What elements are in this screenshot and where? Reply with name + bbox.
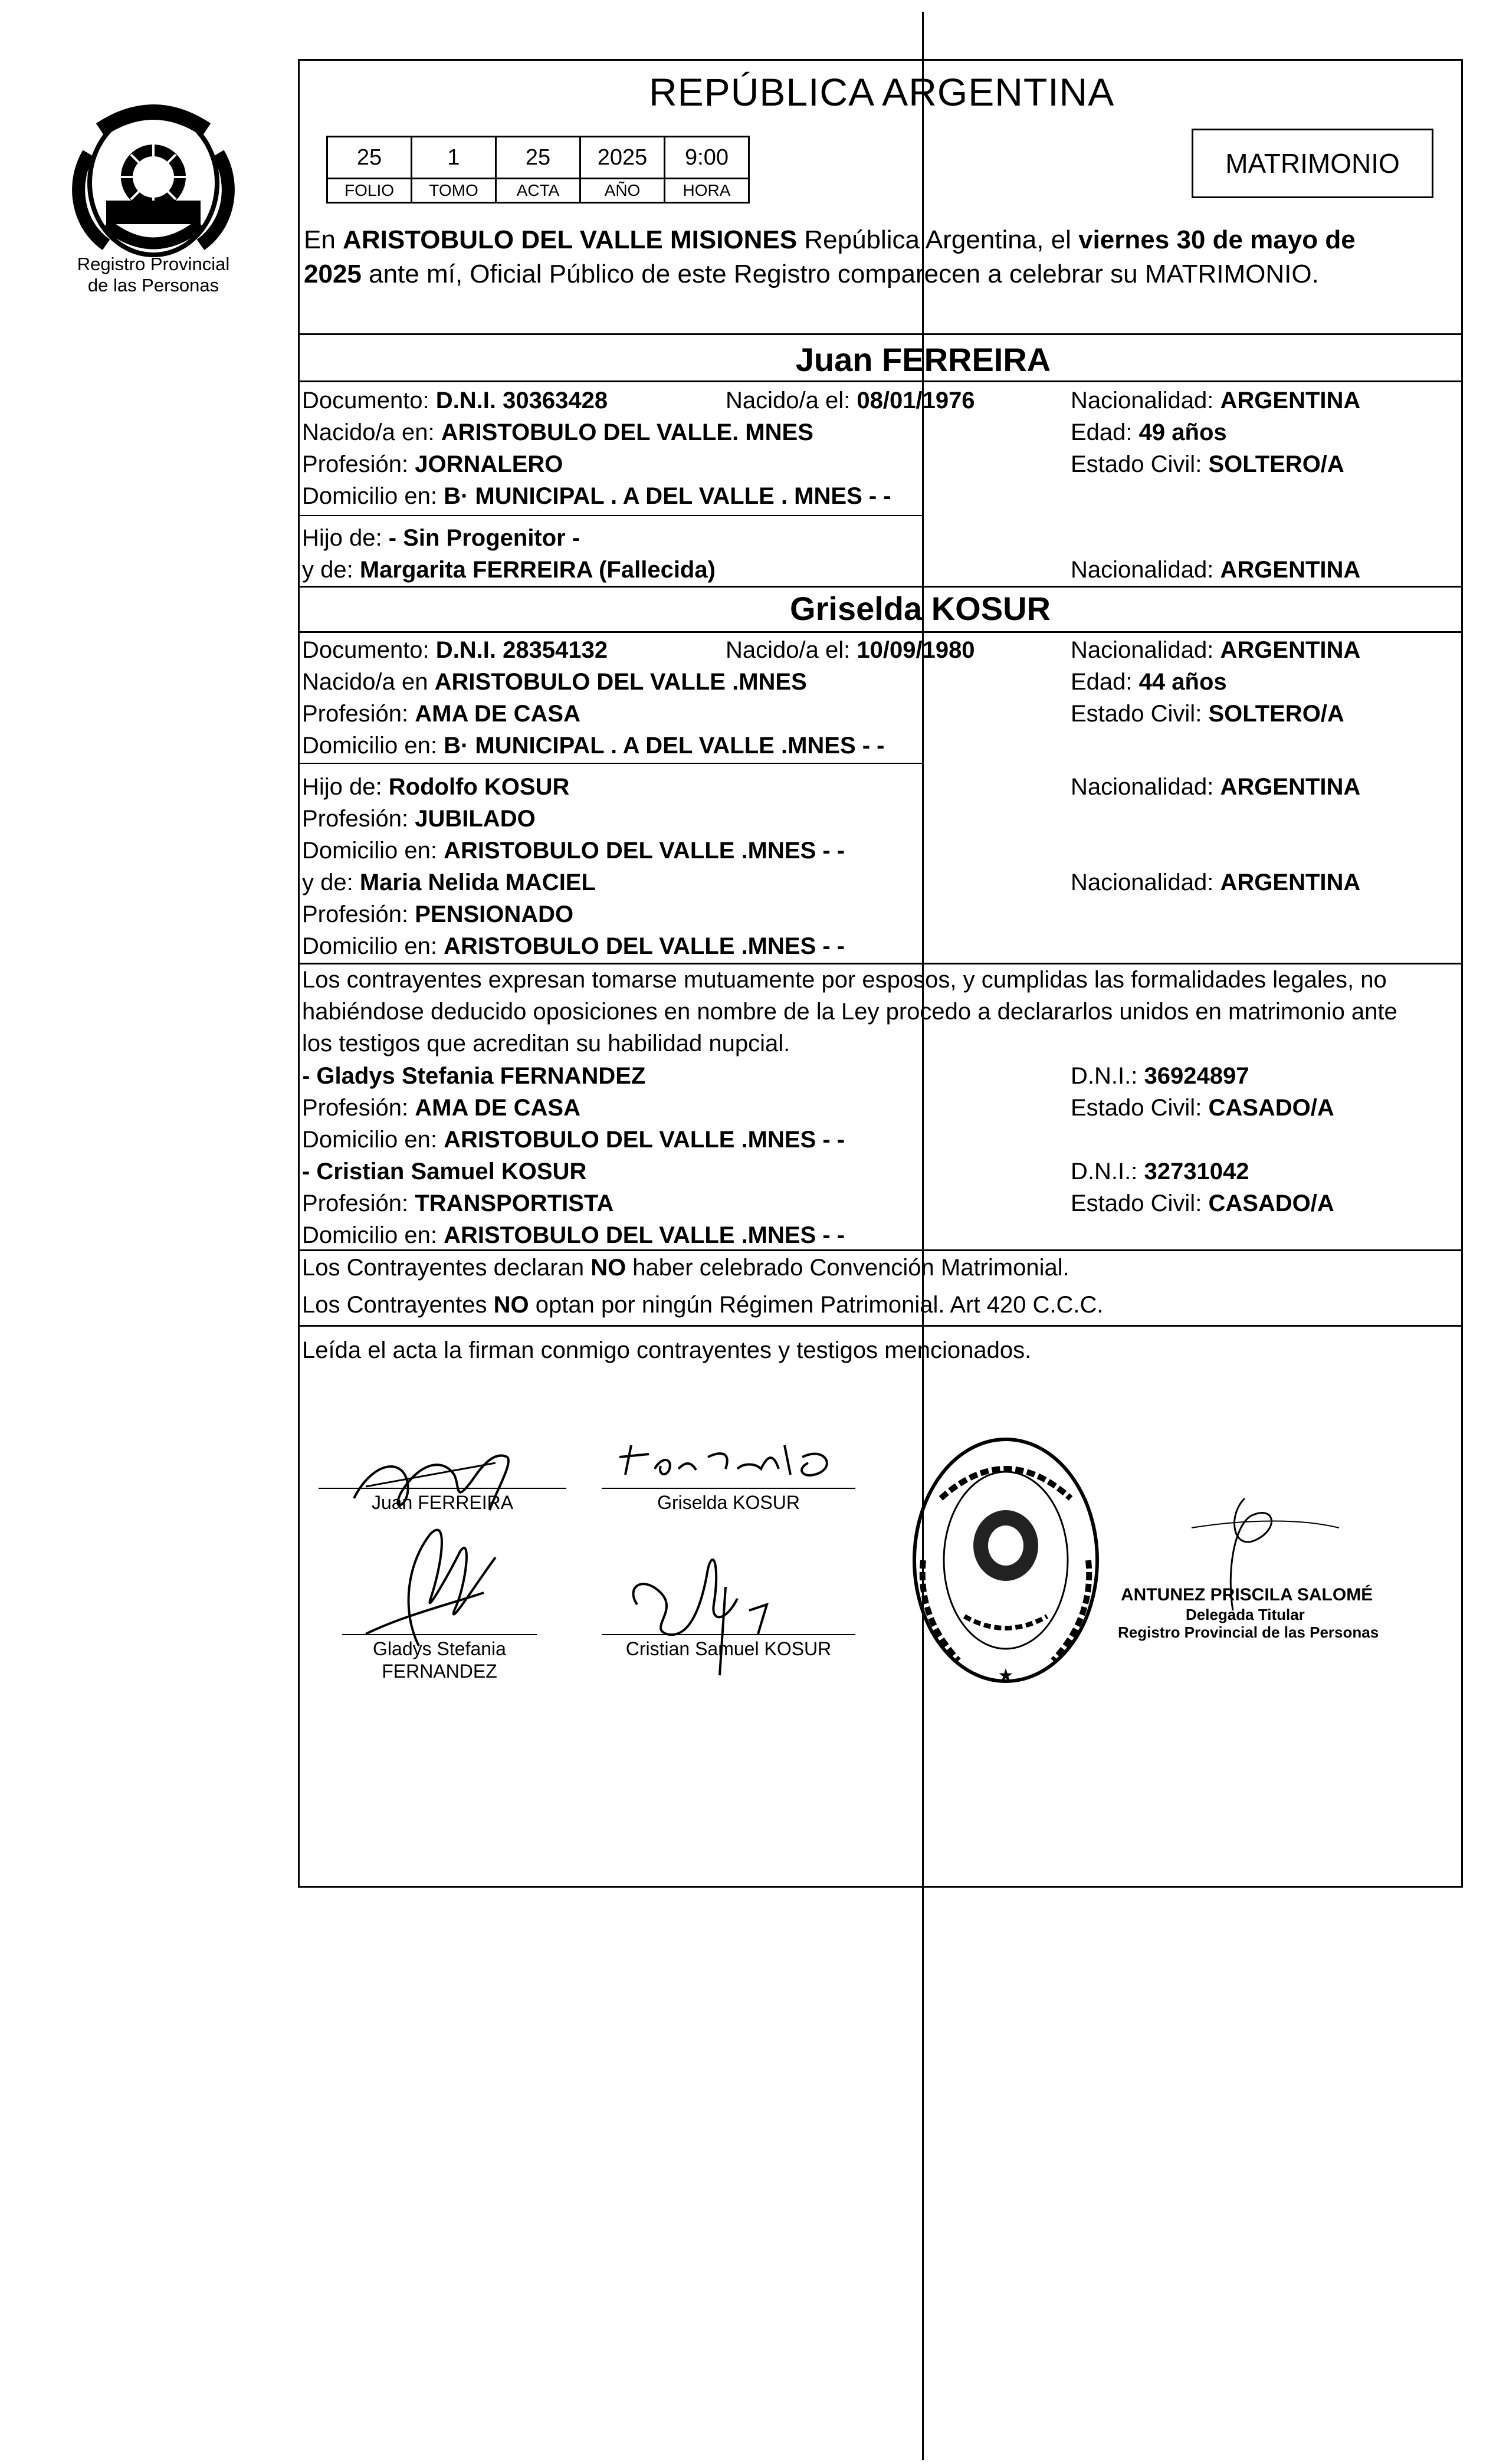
registry-label-line2: de las Personas <box>87 275 219 296</box>
closing-statement: Leída el acta la firman conmigo contrayentes y testigos mencionados. <box>302 1337 1032 1363</box>
svg-text:★: ★ <box>998 1665 1014 1686</box>
witness2-address: Domicilio en: ARISTOBULO DEL VALLE .MNES - - <box>302 1222 845 1248</box>
divider <box>298 380 1463 382</box>
divider <box>298 963 1463 964</box>
anio-value: 2025 <box>580 137 665 179</box>
divider <box>298 1325 1463 1327</box>
page-title: REPÚBLICA ARGENTINA <box>649 70 1115 114</box>
divider <box>298 586 1463 588</box>
intro-text-3: ante mí, Oficial Público de este Registro comparecen a celebrar su MATRIMONIO. <box>361 260 1319 288</box>
registry-label-line1: Registro Provincial <box>77 254 230 274</box>
document-type-box: MATRIMONIO <box>1192 129 1433 198</box>
tomo-label: TOMO <box>412 179 496 203</box>
signature-line <box>602 1634 855 1635</box>
registry-stamp-icon <box>905 1428 1106 1693</box>
bride-birthplace: Nacido/a en ARISTOBULO DEL VALLE .MNES <box>302 669 807 695</box>
bride-nationality: Nacionalidad: ARGENTINA <box>1071 637 1361 663</box>
divider <box>298 515 923 516</box>
official-role: Delegada Titular <box>1186 1606 1305 1623</box>
intro-text-1: En <box>304 225 343 254</box>
intro-date: viernes 30 de mayo de <box>1078 225 1356 254</box>
regime-line-1: Los Contrayentes declaran NO haber celebrado Convención Matrimonial. <box>302 1255 1069 1281</box>
bride-age: Edad: 44 años <box>1071 669 1227 695</box>
bride-name: Griselda KOSUR <box>790 590 1051 627</box>
declaration-line-1: Los contrayentes expresan tomarse mutuamente por esposos, y cumplidas las formalidades legales, no <box>302 967 1387 993</box>
groom-mother: y de: Margarita FERREIRA (Fallecida) <box>302 557 716 583</box>
bride-mother-address: Domicilio en: ARISTOBULO DEL VALLE .MNES - - <box>302 933 845 959</box>
coat-of-arms-icon <box>65 88 242 265</box>
folio-value: 25 <box>327 137 412 179</box>
folio-label: FOLIO <box>327 179 412 203</box>
declaration-line-2: habiéndose deducido oposiciones en nombre de la Ley procedo a declararlos unidos en matrimonio ante <box>302 999 1397 1025</box>
bride-civil-status: Estado Civil: SOLTERO/A <box>1071 701 1344 727</box>
bride-father-nationality: Nacionalidad: ARGENTINA <box>1071 774 1361 800</box>
bride-signature-label: Griselda KOSUR <box>657 1492 800 1513</box>
witness1-civil-status: Estado Civil: CASADO/A <box>1071 1095 1334 1121</box>
intro-year: 2025 <box>304 260 362 288</box>
hora-value: 9:00 <box>665 137 749 179</box>
declaration-line-3: los testigos que acreditan su habilidad nupcial. <box>302 1031 790 1057</box>
divider <box>298 763 923 764</box>
bride-profession: Profesión: AMA DE CASA <box>302 701 580 727</box>
witness2-signature-label: Cristian Samuel KOSUR <box>625 1638 832 1659</box>
groom-nationality: Nacionalidad: ARGENTINA <box>1071 388 1361 414</box>
witness1-dni: D.N.I.: 36924897 <box>1071 1063 1249 1089</box>
witness2-signature-icon <box>602 1534 814 1687</box>
registry-label <box>56 254 251 296</box>
signature-line <box>319 1488 566 1489</box>
regime-line-2: Los Contrayentes NO optan por ningún Régimen Patrimonial. Art 420 C.C.C. <box>302 1292 1104 1318</box>
anio-label: AÑO <box>580 179 665 203</box>
bride-father: Hijo de: Rodolfo KOSUR <box>302 774 570 800</box>
groom-address: Domicilio en: B· MUNICIPAL . A DEL VALLE . MNES - - <box>302 483 891 509</box>
official-name: ANTUNEZ PRISCILA SALOMÉ <box>1121 1585 1373 1605</box>
witness1-name: - Gladys Stefania FERNANDEZ <box>302 1063 646 1089</box>
bride-documento: Documento: D.N.I. 28354132 <box>302 637 608 663</box>
groom-age: Edad: 49 años <box>1071 419 1227 445</box>
groom-name: Juan FERREIRA <box>795 341 1051 378</box>
acta-label: ACTA <box>496 179 580 203</box>
registry-logo <box>65 88 242 271</box>
groom-father: Hijo de: - Sin Progenitor - <box>302 525 580 551</box>
bride-father-address: Domicilio en: ARISTOBULO DEL VALLE .MNES - - <box>302 838 845 864</box>
groom-profession: Profesión: JORNALERO <box>302 451 563 477</box>
witness1-signature-label: Gladys Stefania FERNANDEZ <box>373 1638 506 1682</box>
groom-birthplace: Nacido/a en: ARISTOBULO DEL VALLE. MNES <box>302 419 813 445</box>
signature-line <box>602 1488 855 1489</box>
acta-value: 25 <box>496 137 580 179</box>
groom-civil-status: Estado Civil: SOLTERO/A <box>1071 451 1344 477</box>
divider <box>298 631 1463 633</box>
bride-father-profession: Profesión: JUBILADO <box>302 806 536 832</box>
intro-paragraph <box>304 223 1460 291</box>
divider <box>298 333 1463 335</box>
bride-birthdate: Nacido/a el: 10/09/1980 <box>726 637 975 663</box>
official-organization: Registro Provincial de las Personas <box>1118 1623 1379 1641</box>
witness2-name: - Cristian Samuel KOSUR <box>302 1159 587 1185</box>
witness2-civil-status: Estado Civil: CASADO/A <box>1071 1190 1334 1216</box>
groom-birthdate: Nacido/a el: 08/01/1976 <box>726 388 975 414</box>
bride-mother-profession: Profesión: PENSIONADO <box>302 901 574 927</box>
witness2-dni: D.N.I.: 32731042 <box>1071 1159 1249 1185</box>
bride-mother: y de: Maria Nelida MACIEL <box>302 870 596 895</box>
witness2-profession: Profesión: TRANSPORTISTA <box>302 1190 614 1216</box>
hora-label: HORA <box>665 179 749 203</box>
tomo-value: 1 <box>412 137 496 179</box>
divider <box>298 1249 1463 1251</box>
fold-line <box>922 12 924 2460</box>
witness1-signature-icon <box>330 1516 531 1658</box>
witness1-address: Domicilio en: ARISTOBULO DEL VALLE .MNES - - <box>302 1127 845 1153</box>
bride-address: Domicilio en: B· MUNICIPAL . A DEL VALLE .MNES - - <box>302 733 885 759</box>
intro-place: ARISTOBULO DEL VALLE MISIONES <box>343 225 798 254</box>
groom-mother-nationality: Nacionalidad: ARGENTINA <box>1071 557 1361 583</box>
signature-line <box>342 1634 537 1635</box>
groom-documento: Documento: D.N.I. 30363428 <box>302 388 608 414</box>
intro-text-2: República Argentina, el <box>797 225 1079 254</box>
bride-mother-nationality: Nacionalidad: ARGENTINA <box>1071 870 1361 895</box>
witness1-profession: Profesión: AMA DE CASA <box>302 1095 580 1121</box>
groom-signature-label: Juan FERREIRA <box>371 1492 514 1513</box>
record-reference-table <box>326 136 750 204</box>
